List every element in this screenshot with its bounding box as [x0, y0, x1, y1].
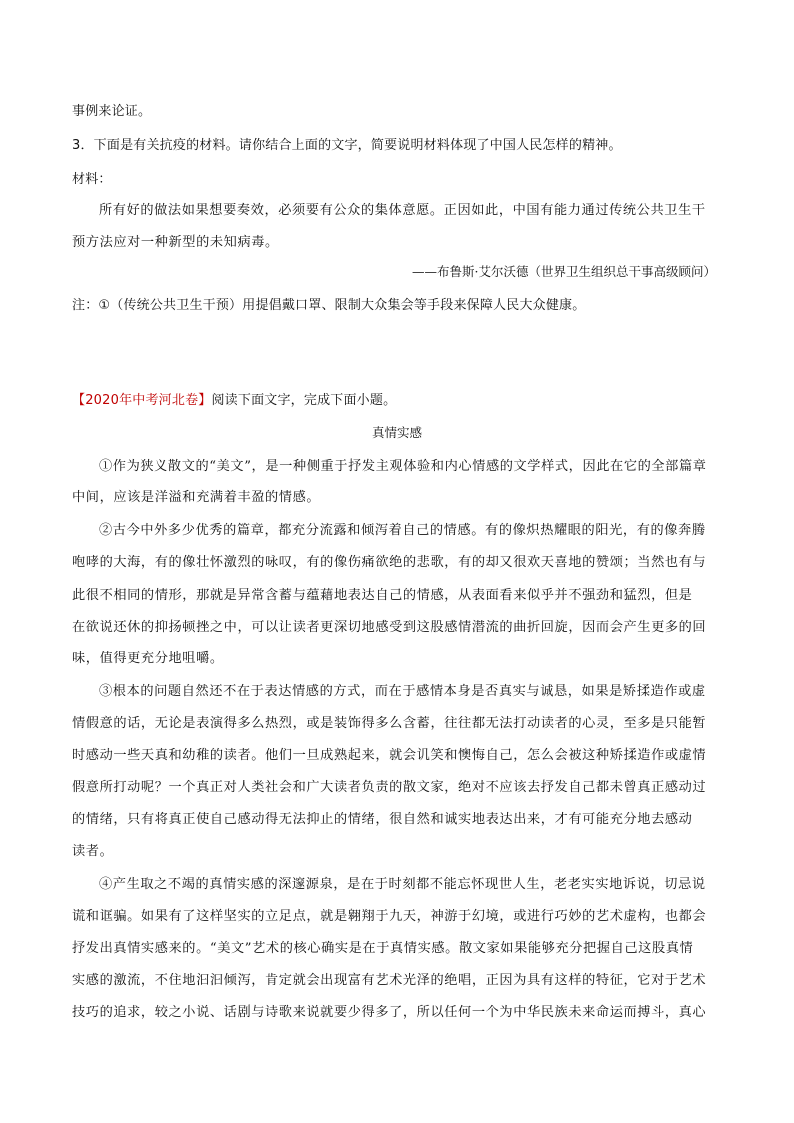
paragraph-line: 咆哮的大海，有的像壮怀激烈的咏叹，有的像伤痛欲绝的悲歌，有的却又很欢天喜地的赞颂；当然也有与 [72, 555, 707, 570]
paragraph-line: 情假意的话，无论是表演得多么热烈，或是装饰得多么含蓄，往往都无法打动读者的心灵，至多是只能暂 [72, 716, 707, 731]
paragraph-line: ③根本的问题自然还不在于表达情感的方式，而在于感情本身是否真实与诚恳，如果是矫揉造作或虚 [99, 684, 706, 699]
material-label: 材料： [72, 172, 112, 187]
text-line: 事例来论证。 [72, 104, 152, 119]
material-text-line: 所有好的做法如果想要奏效，必须要有公众的集体意愿。正因如此，中国有能力通过传统公共卫生干 [99, 203, 706, 218]
article-title: 真情实感 [371, 425, 422, 440]
material-text-line: 预方法应对一种新型的未知病毒。 [72, 235, 279, 250]
paragraph-line: 的情绪，只有将真正使自己感动得无法抑止的情绪，很自然和诚实地表达出来，才有可能充分地去感动 [72, 812, 693, 827]
paragraph-line: 读者。 [72, 844, 114, 859]
paragraph-line: 时感动一些天真和幼稚的读者。他们一旦成熟起来，就会讥笑和懊悔自己，怎么会被这种矫揉造作或虚情 [72, 748, 707, 763]
paragraph-line: 抒发出真情实感来的。“美文”艺术的核心确实是在于真情实感。散文家如果能够充分把握自己这股真情 [72, 941, 694, 956]
paragraph-line: 此很不相同的情形，那就是异常含蓄与蕴藉地表达自己的情感，从表面看来似乎并不强劲和猛烈，但是 [72, 588, 693, 603]
paragraph-line: 味，值得更充分地咀嚼。 [72, 651, 224, 666]
question-3: 3．下面是有关抗疫的材料。请你结合上面的文字，简要说明材料体现了中国人民怎样的精神。 [72, 138, 622, 153]
paragraph-line: 中间，应该是洋溢和充满着丰盈的情感。 [72, 490, 321, 505]
paragraph-line: ④产生取之不竭的真情实感的深邃源泉，是在于时刻都不能忘怀现世人生，老老实实地诉说，切忌说 [99, 877, 706, 892]
paragraph-line: 假意所打动呢？一个真正对人类社会和广大读者负责的散文家，绝对不应该去抒发自己都未曾真正感动过 [72, 780, 707, 795]
source-label: 【2020年中考河北卷】 [72, 393, 212, 408]
paragraph-line: 技巧的追求，较之小说、话剧与诗歌来说就要少得多了，所以任何一个为中华民族未来命运而搏斗，真心 [72, 1005, 707, 1020]
paragraph-line: 谎和诓骗。如果有了这样坚实的立足点，就是翱翔于九天，神游于幻境，或进行巧妙的艺术虚构，也都会 [72, 909, 707, 924]
paragraph-line: ①作为狭义散文的“美文”，是一种侧重于抒发主观体验和内心情感的文学样式，因此在它的全部篇章 [99, 459, 707, 474]
paragraph-line: 在欲说还休的抑扬顿挫之中，可以让读者更深切地感受到这股感情潜流的曲折回旋，因而会产生更多的回 [72, 620, 707, 635]
section-heading [72, 389, 396, 408]
attribution: ——布鲁斯·艾尔沃德（世界卫生组织总干事高级顾问） [412, 264, 716, 279]
instruction-text: 阅读下面文字，完成下面小题。 [211, 393, 397, 408]
note: 注：①（传统公共卫生干预）用提倡戴口罩、限制大众集会等手段来保障人民大众健康。 [72, 298, 586, 313]
paragraph-line: ②古今中外多少优秀的篇章，都充分流露和倾泻着自己的情感。有的像炽热耀眼的阳光，有的像奔腾 [99, 523, 706, 538]
paragraph-line: 实感的激流，不住地汩汩倾泻，肯定就会出现富有艺术光泽的绝唱，正因为具有这样的特征，它对于艺术 [72, 973, 707, 988]
